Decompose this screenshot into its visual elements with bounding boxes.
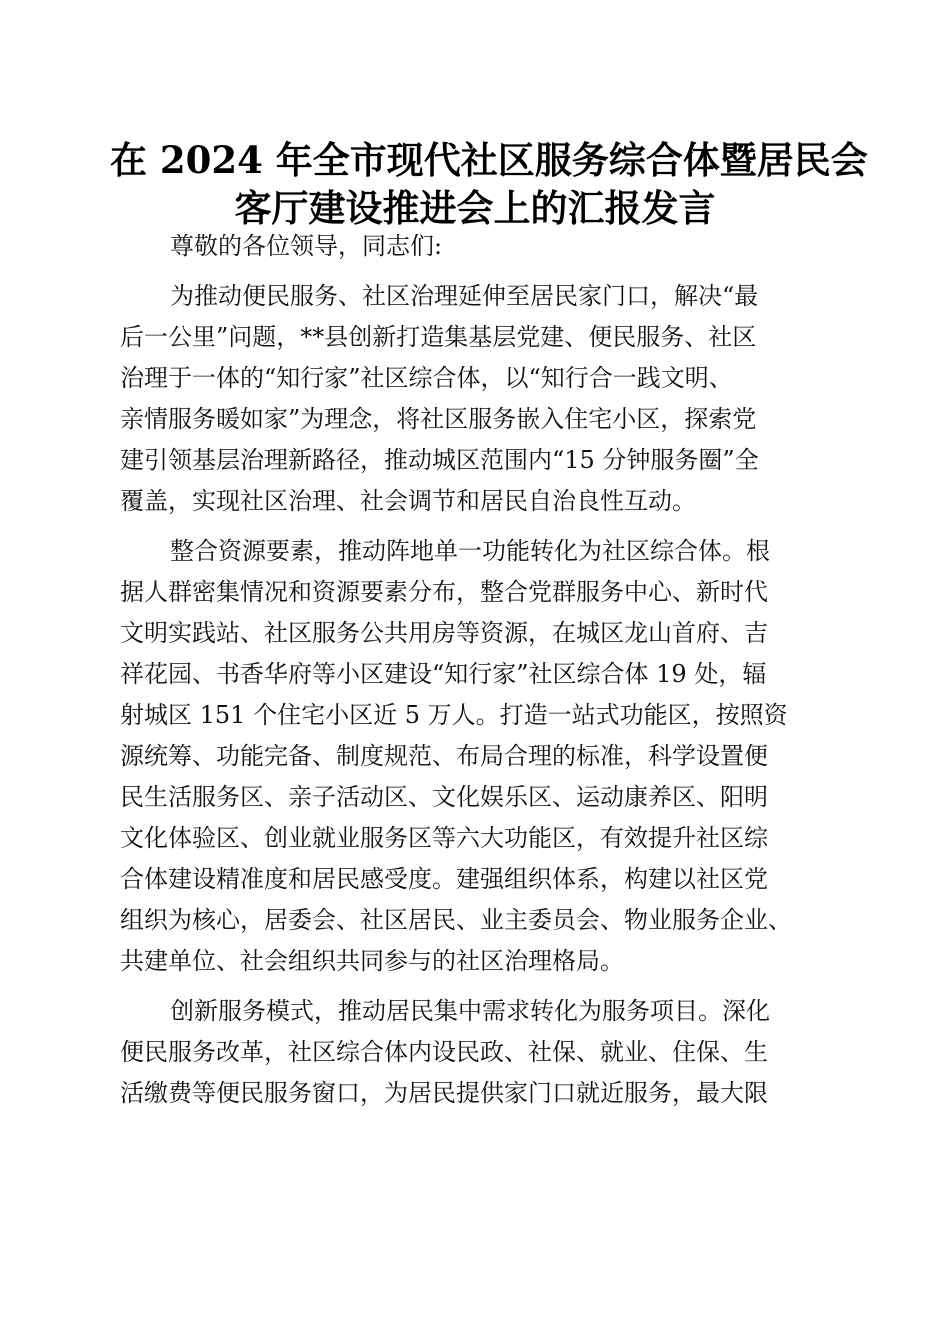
paragraph-line: 便民服务改革，社区综合体内设民政、社保、就业、住保、生 [120,1038,768,1066]
paragraph-2 [120,531,830,982]
paragraph-line: 祥花园、书香华府等小区建设“知行家”社区综合体 19 处，辐 [120,660,767,688]
paragraph-1 [120,276,830,522]
paragraph-line: 后一公里”问题，**县创新打造集基层党建、便民服务、社区 [120,323,757,351]
paragraph-line: 整合资源要素，推动阵地单一功能转化为社区综合体。根 [170,537,770,565]
paragraph-line: 亲情服务暖如家”为理念，将社区服务嵌入住宅小区，探索党 [120,405,757,433]
greeting: 尊敬的各位领导，同志们: [170,232,443,260]
document-title-line-1: 在 2024 年全市现代社区服务综合体暨居民会 [110,138,868,182]
document-body [120,226,830,1114]
paragraph-line: 创新服务模式，推动居民集中需求转化为服务项目。深化 [170,997,770,1025]
document-title-line-2: 客厅建设推进会上的汇报发言 [234,186,716,230]
paragraph-line: 合体建设精准度和居民感受度。建强组织体系，构建以社区党 [120,865,768,893]
paragraph-line: 据人群密集情况和资源要素分布，整合党群服务中心、新时代 [120,578,768,606]
paragraph-line: 活缴费等便民服务窗口，为居民提供家门口就近服务，最大限 [120,1079,768,1107]
paragraph-line: 建引领基层治理新路径，推动城区范围内“15 分钟服务圈”全 [120,446,759,474]
paragraph-line: 组织为核心，居委会、社区居民、业主委员会、物业服务企业、 [120,906,792,934]
paragraph-line: 民生活服务区、亲子活动区、文化娱乐区、运动康养区、阳明 [120,783,768,811]
paragraph-line: 源统筹、功能完备、制度规范、布局合理的标准，科学设置便 [120,742,768,770]
paragraph-line: 射城区 151 个住宅小区近 5 万人。打造一站式功能区，按照资 [120,701,788,729]
paragraph-line: 覆盖，实现社区治理、社会调节和居民自治良性互动。 [120,487,696,515]
paragraph-line: 文明实践站、社区服务公共用房等资源，在城区龙山首府、吉 [120,619,768,647]
paragraph-line: 文化体验区、创业就业服务区等六大功能区，有效提升社区综 [120,824,768,852]
paragraph-line: 为推动便民服务、社区治理延伸至居民家门口，解决“最 [170,282,759,310]
paragraph-3 [120,991,830,1114]
paragraph-line: 共建单位、社会组织共同参与的社区治理格局。 [120,947,624,975]
paragraph-line: 治理于一体的“知行家”社区综合体，以“知行合一践文明、 [120,364,733,392]
